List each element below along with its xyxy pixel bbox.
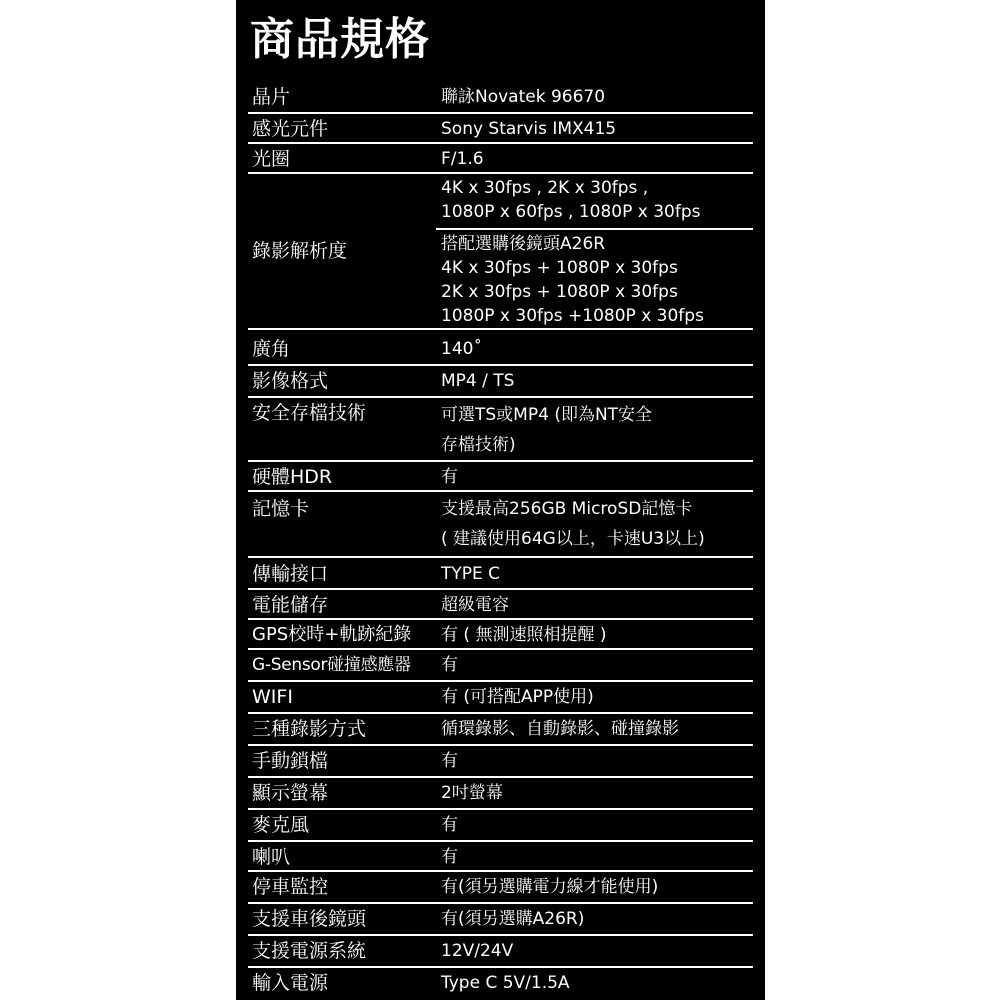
spec-label: 影像格式: [252, 370, 329, 392]
spec-value-line: ( 建議使用64G以上，卡速U3以上): [441, 529, 705, 549]
spec-label: 記憶卡: [252, 498, 310, 520]
spec-value-line: 搭配選購後鏡頭A26R: [441, 234, 606, 254]
spec-row-rear-camera: [248, 904, 753, 936]
spec-label: 停車監控: [252, 876, 329, 898]
spec-label: 傳輸接口: [252, 563, 329, 585]
spec-row-aperture: [248, 144, 753, 174]
spec-value: TYPE C: [441, 564, 501, 584]
spec-label: 支援車後鏡頭: [252, 908, 367, 930]
spec-label: 感光元件: [252, 118, 329, 140]
spec-row-g-sensor: [248, 650, 753, 682]
spec-label: 光圈: [252, 148, 291, 170]
spec-row-chip: [248, 82, 753, 114]
spec-row-wifi: [248, 682, 753, 714]
spec-label: 電能儲存: [252, 594, 329, 616]
spec-value: 聯詠Novatek 96670: [441, 87, 606, 107]
spec-value: [441, 176, 701, 224]
spec-label: 喇叭: [252, 846, 291, 868]
spec-label: 手動鎖檔: [252, 750, 329, 772]
page-title: 商品規格: [250, 14, 430, 65]
spec-row-display: [248, 778, 753, 810]
spec-row-sensor: [248, 114, 753, 144]
spec-value: 超級電容: [441, 595, 509, 615]
spec-value-line: 1080P x 30fps +1080P x 30fps: [441, 306, 704, 326]
spec-label: 安全存檔技術: [252, 402, 367, 424]
spec-value: 循環錄影、自動錄影、碰撞錄影: [441, 719, 679, 739]
spec-row-parking: [248, 872, 753, 904]
spec-value-line: 可選TS或MP4 (即為NT安全: [441, 405, 653, 425]
spec-row-manual-lock: [248, 746, 753, 778]
spec-row-memory-card: [248, 492, 753, 558]
spec-row-interface: [248, 558, 753, 590]
spec-label: 廣角: [252, 338, 291, 360]
spec-row-recording-modes: [248, 714, 753, 746]
spec-row-power-storage: [248, 590, 753, 620]
spec-value-line: 4K x 30fps + 1080P x 30fps: [441, 258, 678, 278]
spec-row-gps: [248, 620, 753, 650]
spec-row-power-system: [248, 936, 753, 968]
spec-row-resolution: [248, 174, 753, 330]
spec-label: 顯示螢幕: [252, 782, 329, 804]
spec-value-line: 存檔技術): [441, 435, 516, 455]
spec-value: Sony Starvis IMX415: [441, 119, 617, 139]
spec-row-input-power: [248, 968, 753, 1000]
spec-label: 錄影解析度: [252, 240, 348, 262]
spec-value: 有(須另選購電力線才能使用): [441, 877, 659, 897]
spec-label: 硬體HDR: [252, 466, 333, 488]
spec-panel: [236, 0, 765, 1000]
spec-label: WIFI: [252, 686, 293, 708]
spec-row-speaker: [248, 842, 753, 872]
spec-row-safe-storage: [248, 398, 753, 462]
spec-value-line: 2K x 30fps + 1080P x 30fps: [441, 282, 678, 302]
spec-value: 2吋螢幕: [441, 783, 503, 803]
spec-value: [441, 494, 705, 554]
spec-value: 有: [441, 467, 458, 487]
spec-value: F/1.6: [441, 149, 484, 169]
spec-label: 輸入電源: [252, 972, 329, 994]
spec-value: 12V/24V: [441, 941, 514, 961]
spec-value: 有: [441, 751, 458, 771]
spec-row-hdr: [248, 462, 753, 492]
spec-value: 140˚: [441, 339, 482, 359]
spec-value-line: 1080P x 60fps , 1080P x 30fps: [441, 202, 701, 222]
spec-row-angle: [248, 330, 753, 366]
spec-value-rear-camera: [441, 232, 704, 328]
spec-value: 有 (可搭配APP使用): [441, 687, 594, 707]
spec-value: Type C 5V/1.5A: [441, 973, 570, 993]
spec-label: 晶片: [252, 86, 291, 108]
spec-label: 三種錄影方式: [252, 718, 367, 740]
spec-value: 有: [441, 815, 458, 835]
spec-value-line: 支援最高256GB MicroSD記憶卡: [441, 499, 693, 519]
spec-label: 支援電源系統: [252, 940, 367, 962]
spec-label: G-Sensor碰撞感應器: [252, 655, 411, 675]
spec-label: 麥克風: [252, 814, 310, 836]
spec-value: 有: [441, 847, 458, 867]
spec-value: [441, 400, 652, 460]
spec-label: GPS校時+軌跡紀錄: [252, 624, 412, 645]
spec-value: MP4 / TS: [441, 371, 515, 391]
divider: [436, 228, 753, 230]
spec-value: 有 ( 無測速照相提醒 ): [441, 625, 607, 645]
spec-row-microphone: [248, 810, 753, 842]
spec-value: 有(須另選購A26R): [441, 909, 585, 929]
spec-value: 有: [441, 655, 458, 675]
spec-value-line: 4K x 30fps , 2K x 30fps ,: [441, 178, 649, 198]
spec-row-format: [248, 366, 753, 398]
